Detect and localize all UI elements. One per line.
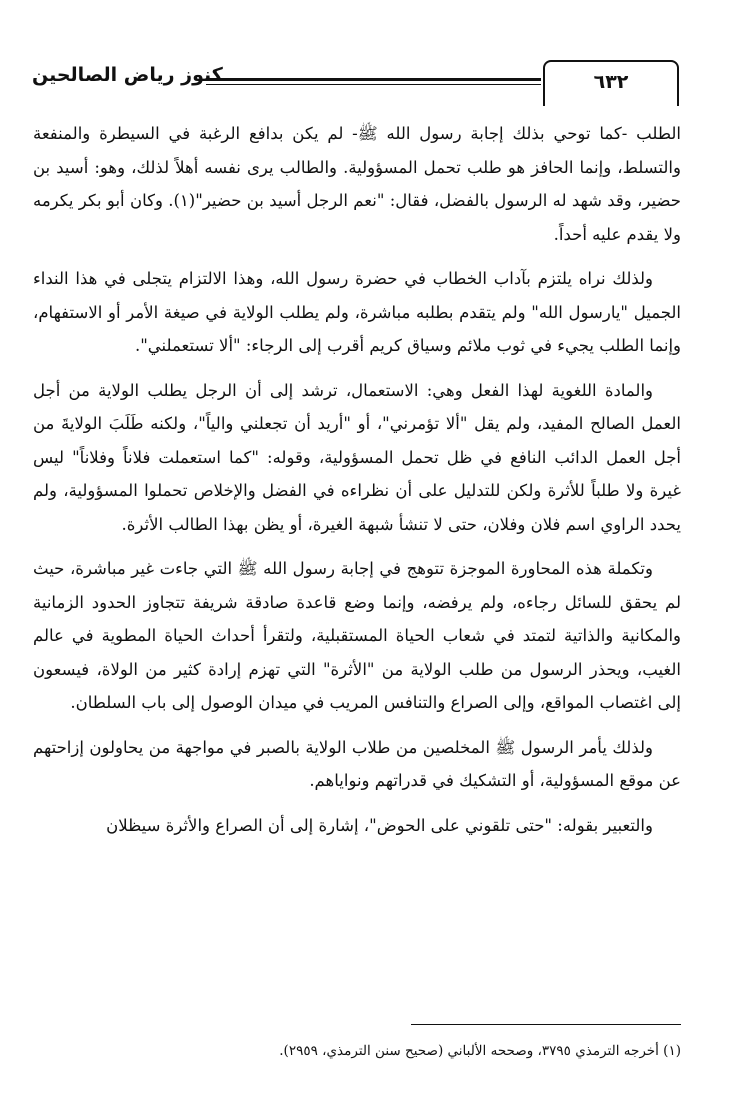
paragraph: والمادة اللغوية لهذا الفعل وهي: الاستعمال، ترشد إلى أن الرجل يطلب الولاية من أجل العمل الصالح المفيد، ولم يقل "ألا تؤمرني"، أو "أريد أن تجعلني والياً"، ولكنه طَلَبَ الولايةَ من أجل العمل الدائب النافع في ظل تحمل المسؤولية، وقوله: "كما استعملت فلاناً وفلاناً" ليس غيرة ولا طلباً للأثرة ولكن للتدليل على أن نظراءه في الفضل والإخلاص تحملوا المسؤولية، ولم يحدد الراوي اسم فلان وفلان، حتى لا تنشأ شبهة الغيرة، أو يظن بهذا الطالب الأثرة. <box>33 380 681 534</box>
paragraph: ولذلك يأمر الرسول ﷺ المخلصين من طلاب الولاية بالصبر في مواجهة من يحاولون إزاحتهم عن موقع المسؤولية، أو التشكيك في قدراتهم ونواياهم. <box>33 737 681 790</box>
header-rule <box>206 78 541 85</box>
footnote-divider <box>411 1024 681 1025</box>
paragraph: والتعبير بقوله: "حتى تلقوني على الحوض"، إشارة إلى أن الصراع والأثرة سيظلان <box>106 815 653 835</box>
book-title: كنوز رياض الصالحين <box>32 64 223 86</box>
paragraph: الطلب -كما توحي بذلك إجابة رسول الله ﷺ- لم يكن بدافع الرغبة في السيطرة والمنفعة والتسلط، وإنما الحافز هو طلب تحمل المسؤولية. والطالب يرى نفسه أهلاً لذلك، وهو: أسيد بن حضير، وقد شهد له الرسول بالفضل، فقال: "نعم الرجل أسيد بن حضير"(١). وكان أبو بكر يكرمه ولا يقدم عليه أحداً. <box>33 124 681 244</box>
paragraph: ولذلك نراه يلتزم بآداب الخطاب في حضرة رسول الله، وهذا الالتزام يتجلى في هذا النداء الجميل "يارسول الله" ولم يتقدم بطلبه مباشرة، ولم يطلب الولاية في صيغة الأمر أو الاستفهام، وإنما الطلب يجيء في ثوب ملائم وسياق كريم أقرب إلى الرجاء: "ألا تستعملني". <box>33 269 681 355</box>
running-header <box>28 60 679 106</box>
footnote: (١) أخرجه الترمذي ٣٧٩٥، وصححه الألباني (صحيح سنن الترمذي، ٢٩٥٩). <box>279 1043 681 1059</box>
page-number-box <box>543 60 679 106</box>
page-number: ٦٣٢ <box>593 71 629 93</box>
body-text <box>33 117 681 853</box>
paragraph: وتكملة هذه المحاورة الموجزة تتوهج في إجابة رسول الله ﷺ التي جاءت غير مباشرة، حيث لم يحقق للسائل رجاءه، ولم يرفضه، وإنما وضع قاعدة صادقة شريفة تتجاوز الحدود الزمانية والمكانية والذاتية لتمتد في شعاب الحياة المستقبلية، ولتقرأ أحداث الحياة المطوية في عالم الغيب، ويحذر الرسول من طلب الولاية من "الأثرة" التي تهزم إرادة كثير من الولاة، فيسعون إلى اغتصاب المواقع، وإلى الصراع والتنافس المريب في ميدان الوصول إلى باب السلطان. <box>33 559 682 712</box>
